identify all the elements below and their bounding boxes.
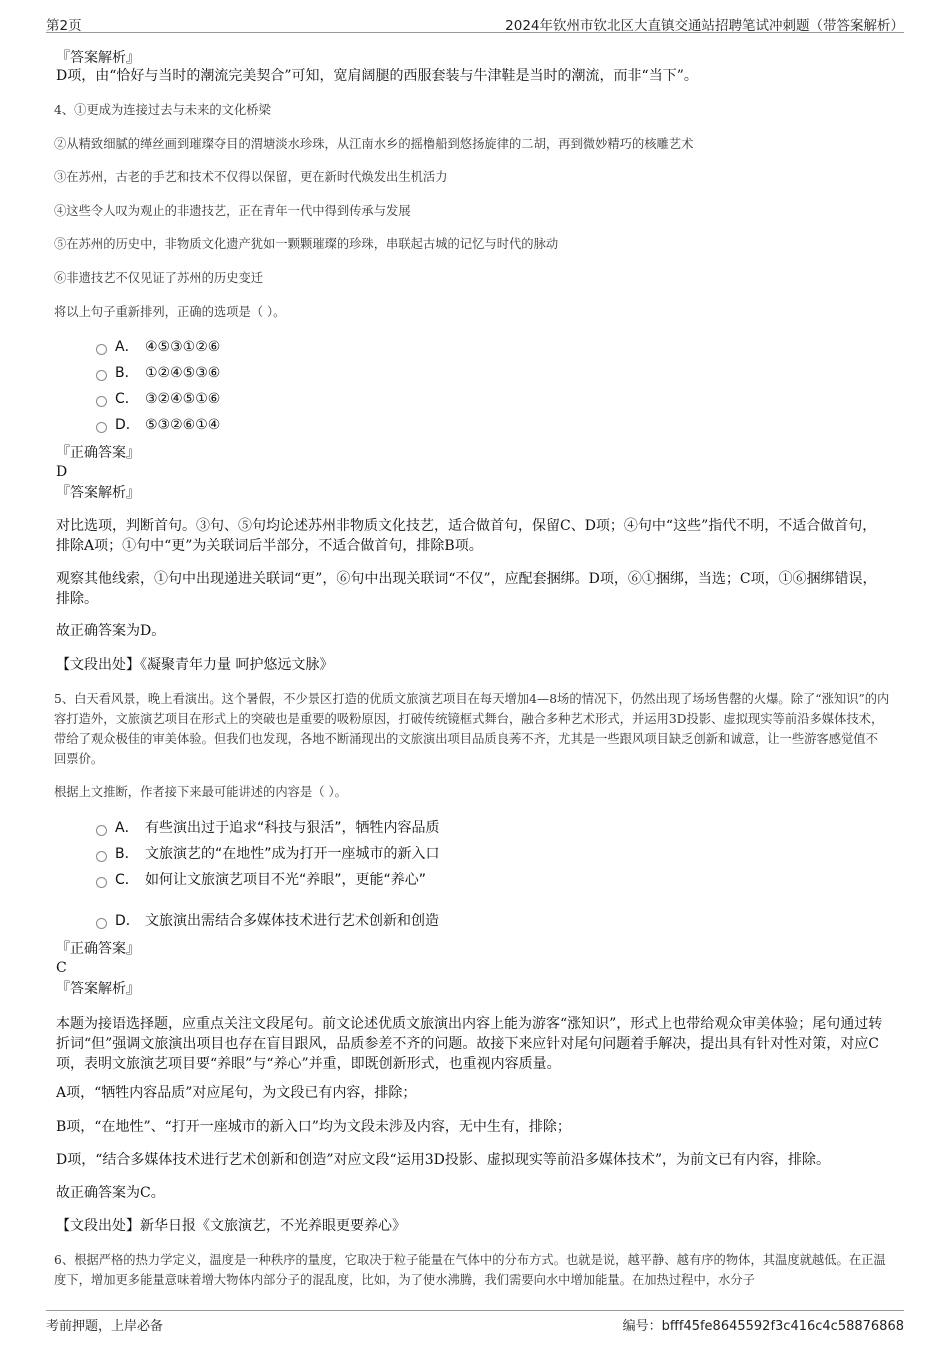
document-title: 2024年钦州市钦北区大直镇交通站招聘笔试冲刺题（带答案解析） [505, 18, 904, 34]
page-header [46, 14, 904, 33]
q5-option-b[interactable]: B． 文旅演艺的“在地性”成为打开一座城市的新入口 [96, 844, 440, 864]
q4-sentence-3: ③在苏州，古老的手艺和技术不仅得以保留，更在新时代焕发出生机活力 [54, 170, 448, 184]
analysis-label: 『答案解析』 [56, 50, 140, 66]
radio-icon[interactable] [96, 422, 107, 433]
q4-option-d[interactable]: D． ⑤③②⑥①④ [96, 415, 220, 435]
q5-stem: 5、白天看风景，晚上看演出。这个暑假，不少景区打造的优质文旅演艺项目在每天增加4—8场的情况下，仍然出现了场场售罄的火爆。除了“涨知识”的内容打造外，文旅演艺项目在形式上的突破也是重要的吸粉原因，打破传统镜框式舞台，融合多种艺术形式，并运用3D投影、虚拟现实等前沿多媒体技术，带给了观众极佳的审美体验。但我们也发现，各地不断涌现出的文旅演出项目品质良莠不齐，尤其是一些跟风项目缺乏创新和诚意，让一些游客感觉值不回票价。 [54, 692, 890, 766]
q6-stem: 6、根据严格的热力学定义，温度是一种秩序的量度，它取决于粒子能量在气体中的分布方式。也就是说，越平静、越有序的物体，其温度就越低。在正温度下，增加更多能量意味着增大物体内部分子的混乱度，比如，为了使水沸腾，我们需要向水中增加能量。在加热过程中，水分子 [54, 1253, 886, 1287]
q4-prompt: 将以上句子重新排列，正确的选项是（ ）。 [54, 305, 286, 319]
q4-option-a[interactable]: A． ④⑤③①②⑥ [96, 337, 220, 357]
analysis-label: 『答案解析』 [56, 981, 140, 997]
radio-icon[interactable] [96, 344, 107, 355]
radio-icon[interactable] [96, 825, 107, 836]
q4-sentence-6: ⑥非遗技艺不仅见证了苏州的历史变迁 [54, 271, 264, 285]
radio-icon[interactable] [96, 396, 107, 407]
radio-icon[interactable] [96, 851, 107, 862]
q4-analysis-3: 故正确答案为D。 [56, 623, 166, 639]
footer-id: 编号：bfff45fe8645592f3c416c4c58876868 [622, 1319, 904, 1334]
correct-answer-label: 『正确答案』 [56, 941, 140, 957]
q4-sentence-4: ④这些令人叹为观止的非遗技艺，正在青年一代中得到传承与发展 [54, 204, 411, 218]
page-number: 第2页 [46, 18, 82, 34]
q4-sentence-2: ②从精致细腻的缂丝画到璀璨夺目的渭塘淡水珍珠，从江南水乡的摇橹船到悠扬旋律的二胡，再到微妙精巧的核雕艺术 [54, 137, 694, 151]
q5-source: 【文段出处】新华日报《文旅演艺，不光养眼更要养心》 [56, 1218, 406, 1234]
radio-icon[interactable] [96, 918, 107, 929]
q5-analysis-2: A项，“牺牲内容品质”对应尾句，为文段已有内容，排除； [56, 1085, 417, 1101]
page-footer [46, 1310, 904, 1333]
q5-option-d[interactable]: D． 文旅演出需结合多媒体技术进行艺术创新和创造 [96, 911, 439, 931]
correct-answer-label: 『正确答案』 [56, 445, 140, 461]
q5-analysis-1: 本题为接语选择题，应重点关注文段尾句。前文论述优质文旅演出内容上能为游客“涨知识”，形式上也带给观众审美体验；尾句通过转折词“但”强调文旅演出项目也存在盲目跟风，品质参差不齐的问题。故接下来应针对尾句问题着手解决，提出具有针对性对策，对应C项，表明文旅演艺项目要“养眼”与“养心”并重，即既创新形式，也重视内容质量。 [56, 1016, 883, 1072]
footer-slogan: 考前押题，上岸必备 [46, 1319, 164, 1334]
q4-option-b[interactable]: B． ①②④⑤③⑥ [96, 363, 220, 383]
q3-analysis-text: D项，由“恰好与当时的潮流完美契合”可知，宽肩阔腿的西服套装与牛津鞋是当时的潮流，而非“当下”。 [56, 68, 698, 84]
q4-sentence-1: 4、①更成为连接过去与未来的文化桥梁 [54, 103, 271, 117]
q5-option-c[interactable]: C． 如何让文旅演艺项目不光“养眼”，更能“养心” [96, 870, 426, 890]
q5-prompt: 根据上文推断，作者接下来最可能讲述的内容是（ ）。 [54, 785, 347, 799]
q4-sentence-5: ⑤在苏州的历史中，非物质文化遗产犹如一颗颗璀璨的珍珠，串联起古城的记忆与时代的脉动 [54, 237, 559, 251]
q4-analysis-1: 对比选项，判断首句。③句、⑤句均论述苏州非物质文化技艺，适合做首句，保留C、D项；④句中“这些”指代不明，不适合做首句，排除A项；①句中“更”为关联词后半部分，不适合做首句，排除B项。 [56, 518, 877, 554]
radio-icon[interactable] [96, 877, 107, 888]
q4-answer: D [56, 464, 68, 480]
q5-analysis-4: D项，“结合多媒体技术进行艺术创新和创造”对应文段“运用3D投影、虚拟现实等前沿多媒体技术”，为前文已有内容，排除。 [56, 1152, 830, 1168]
analysis-label: 『答案解析』 [56, 485, 140, 501]
q5-analysis-5: 故正确答案为C。 [56, 1185, 165, 1201]
q5-analysis-3: B项，“在地性”、“打开一座城市的新入口”均为文段未涉及内容，无中生有，排除； [56, 1119, 571, 1135]
q4-source: 【文段出处】《凝聚青年力量 呵护悠远文脉》 [56, 657, 334, 673]
q4-analysis-2: 观察其他线索，①句中出现递进关联词“更”，⑥句中出现关联词“不仅”，应配套捆绑。D项，⑥①捆绑，当选；C项，①⑥捆绑错误，排除。 [56, 571, 877, 607]
radio-icon[interactable] [96, 370, 107, 381]
q5-answer: C [56, 960, 67, 976]
q4-option-c[interactable]: C． ③②④⑤①⑥ [96, 389, 220, 409]
q5-option-a[interactable]: A． 有些演出过于追求“科技与狠活”，牺牲内容品质 [96, 818, 440, 838]
